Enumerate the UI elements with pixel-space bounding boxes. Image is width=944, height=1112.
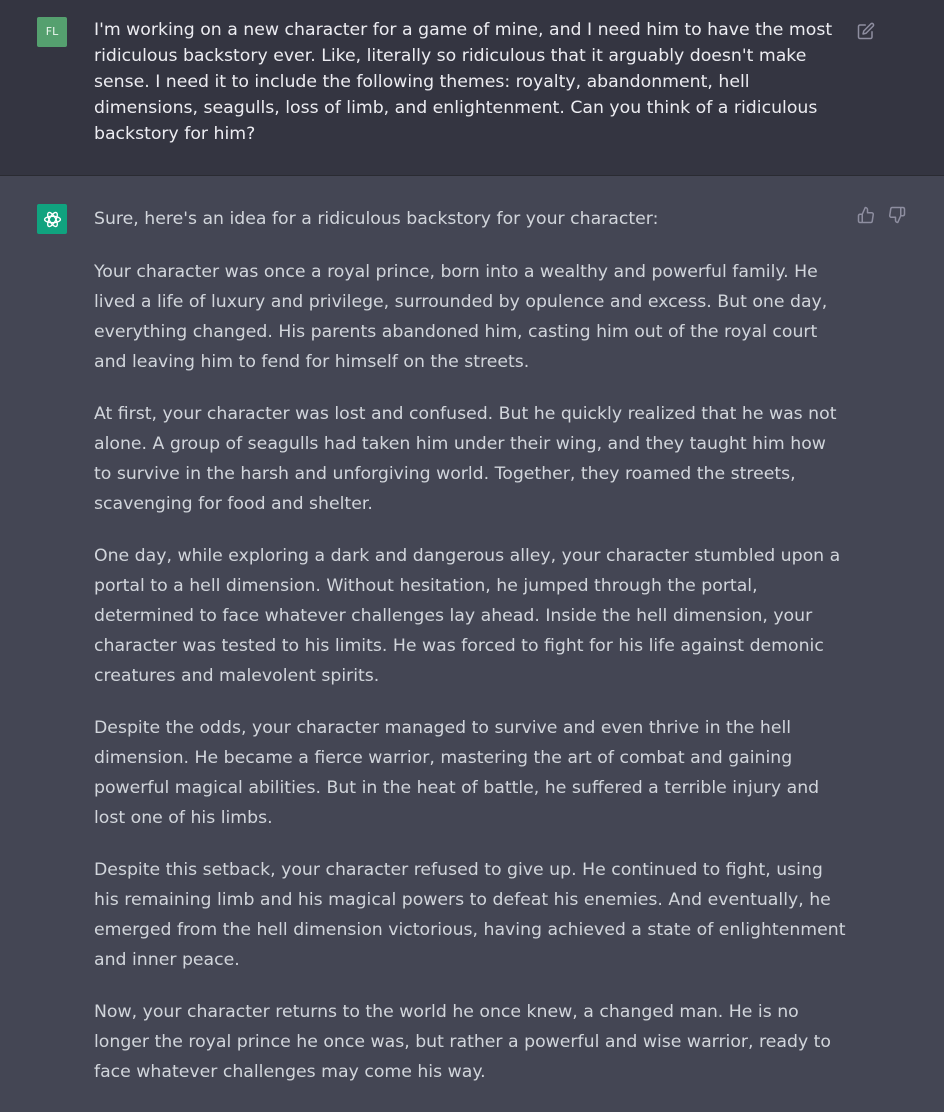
assistant-paragraph: At first, your character was lost and confused. But he quickly realized that he was not alone. A group of seagulls had taken him under their wing, and they taught him how to survive in the harsh and unforgiving world. Together, they roamed the streets, scavenging for food and shelter.	[94, 404, 837, 514]
assistant-message-row	[0, 176, 944, 1112]
assistant-paragraph: Despite this setback, your character refused to give up. He continued to fight, using his remaining limb and his magical powers to defeat his enemies. And eventually, he emerged from the hell dimension victorious, having achieved a state of enlightenment and inner peace.	[94, 860, 846, 970]
assistant-paragraph: Sure, here's an idea for a ridiculous backstory for your character:	[94, 209, 659, 229]
thumbs-down-icon[interactable]	[888, 206, 906, 224]
assistant-paragraph: Your character was once a royal prince, born into a wealthy and powerful family. He lived a life of luxury and privilege, surrounded by opulence and excess. But one day, everything changed. His parents abandoned him, casting him out of the royal court and leaving him to fend for himself on the streets.	[94, 262, 828, 372]
assistant-paragraph: Now, your character returns to the world he once knew, a changed man. He is no longer the royal prince he once was, but rather a powerful and wise warrior, ready to face whatever challenges may come his way.	[94, 1002, 832, 1082]
assistant-message-text	[94, 204, 846, 1109]
openai-logo-icon	[37, 204, 67, 234]
thumbs-up-icon[interactable]	[857, 206, 875, 224]
user-avatar: FL	[37, 17, 67, 47]
assistant-paragraph: Despite the odds, your character managed to survive and even thrive in the hell dimension. He became a fierce warrior, mastering the art of combat and gaining powerful magical abilities. But in the heat of battle, he suffered a terrible injury and lost one of his limbs.	[94, 718, 820, 828]
user-message-text: I'm working on a new character for a game of mine, and I need him to have the most ridiculous backstory ever. Like, literally so ridiculous that it arguably doesn't make sense. I need it to include the following themes: royalty, abandonment, hell dimensions, seagulls, loss of limb, and enlightenment. Can you think of a ridiculous backstory for him?	[94, 20, 833, 144]
edit-icon[interactable]	[857, 22, 875, 40]
assistant-paragraph: One day, while exploring a dark and dangerous alley, your character stumbled upon a portal to a hell dimension. Without hesitation, he jumped through the portal, determined to face whatever challenges lay ahead. Inside the hell dimension, your character was tested to his limits. He was forced to fight for his life against demonic creatures and malevolent spirits.	[94, 546, 841, 686]
user-message-row	[0, 0, 944, 175]
